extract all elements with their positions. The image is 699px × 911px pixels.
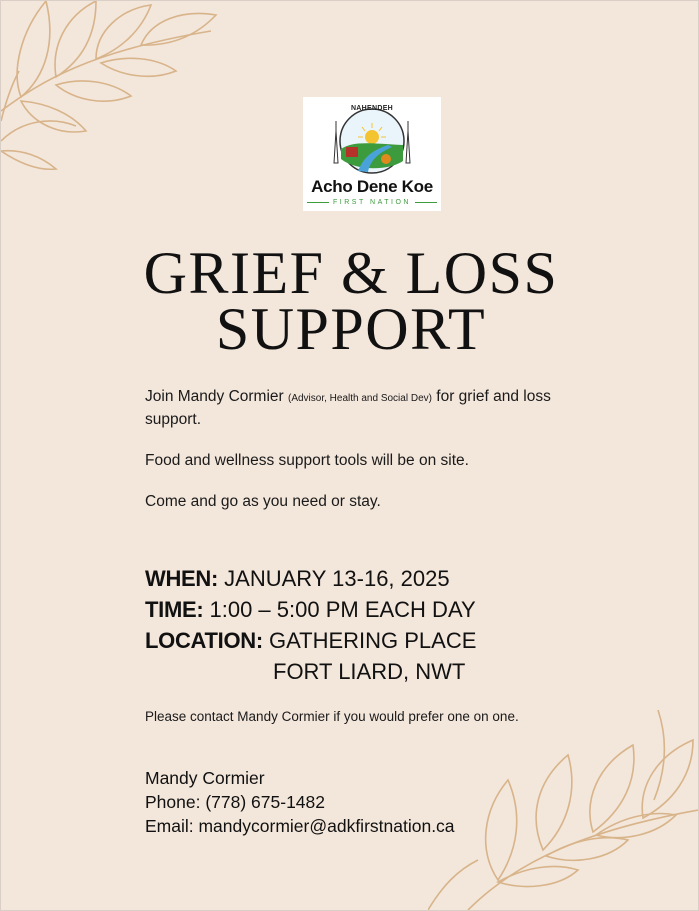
location-value: GATHERING PLACE <box>262 628 477 653</box>
contact-name: Mandy Cormier <box>145 768 265 788</box>
location-row-2 <box>145 656 585 687</box>
contact-block <box>145 766 545 838</box>
leaf-branch-top-left-icon <box>1 1 231 191</box>
contact-note: Please contact Mandy Cormier if you would prefer one on one. <box>145 709 519 724</box>
location-value-2: FORT LIARD, NWT <box>273 659 466 684</box>
advisor-role: (Advisor, Health and Social Dev) <box>288 393 432 404</box>
title-line-2: SUPPORT <box>215 296 487 362</box>
time-value: 1:00 – 5:00 PM EACH DAY <box>203 597 476 622</box>
logo-organization-name: Acho Dene Koe <box>311 177 433 196</box>
when-label: WHEN: <box>145 566 219 591</box>
location-row <box>145 625 585 656</box>
page-title <box>0 240 699 362</box>
logo-subtitle: FIRST NATION <box>333 198 411 206</box>
time-label: TIME: <box>145 597 204 622</box>
logo-divider <box>415 202 437 203</box>
logo-divider <box>307 202 329 203</box>
time-row <box>145 594 585 625</box>
nation-seal-icon <box>328 101 416 179</box>
when-value: JANUARY 13-16, 2025 <box>218 566 450 591</box>
when-row <box>145 563 585 594</box>
contact-email[interactable]: Email: mandycormier@adkfirstnation.ca <box>145 816 455 836</box>
location-label: LOCATION: <box>145 628 263 653</box>
come-and-go-paragraph: Come and go as you need or stay. <box>145 493 381 510</box>
event-details <box>145 563 585 687</box>
logo-seal-text: NAHENDEH <box>350 105 394 112</box>
intro-text-end: for grief and loss support. <box>145 388 551 428</box>
food-paragraph: Food and wellness support tools will be on site. <box>145 452 469 469</box>
title-line-1: GRIEF & LOSS <box>143 240 559 306</box>
intro-paragraph <box>145 386 585 430</box>
contact-phone: Phone: (778) 675-1482 <box>145 792 325 812</box>
logo-subtitle-row <box>307 197 437 207</box>
intro-text-start: Join Mandy Cormier <box>145 388 288 405</box>
organization-logo <box>303 97 441 211</box>
